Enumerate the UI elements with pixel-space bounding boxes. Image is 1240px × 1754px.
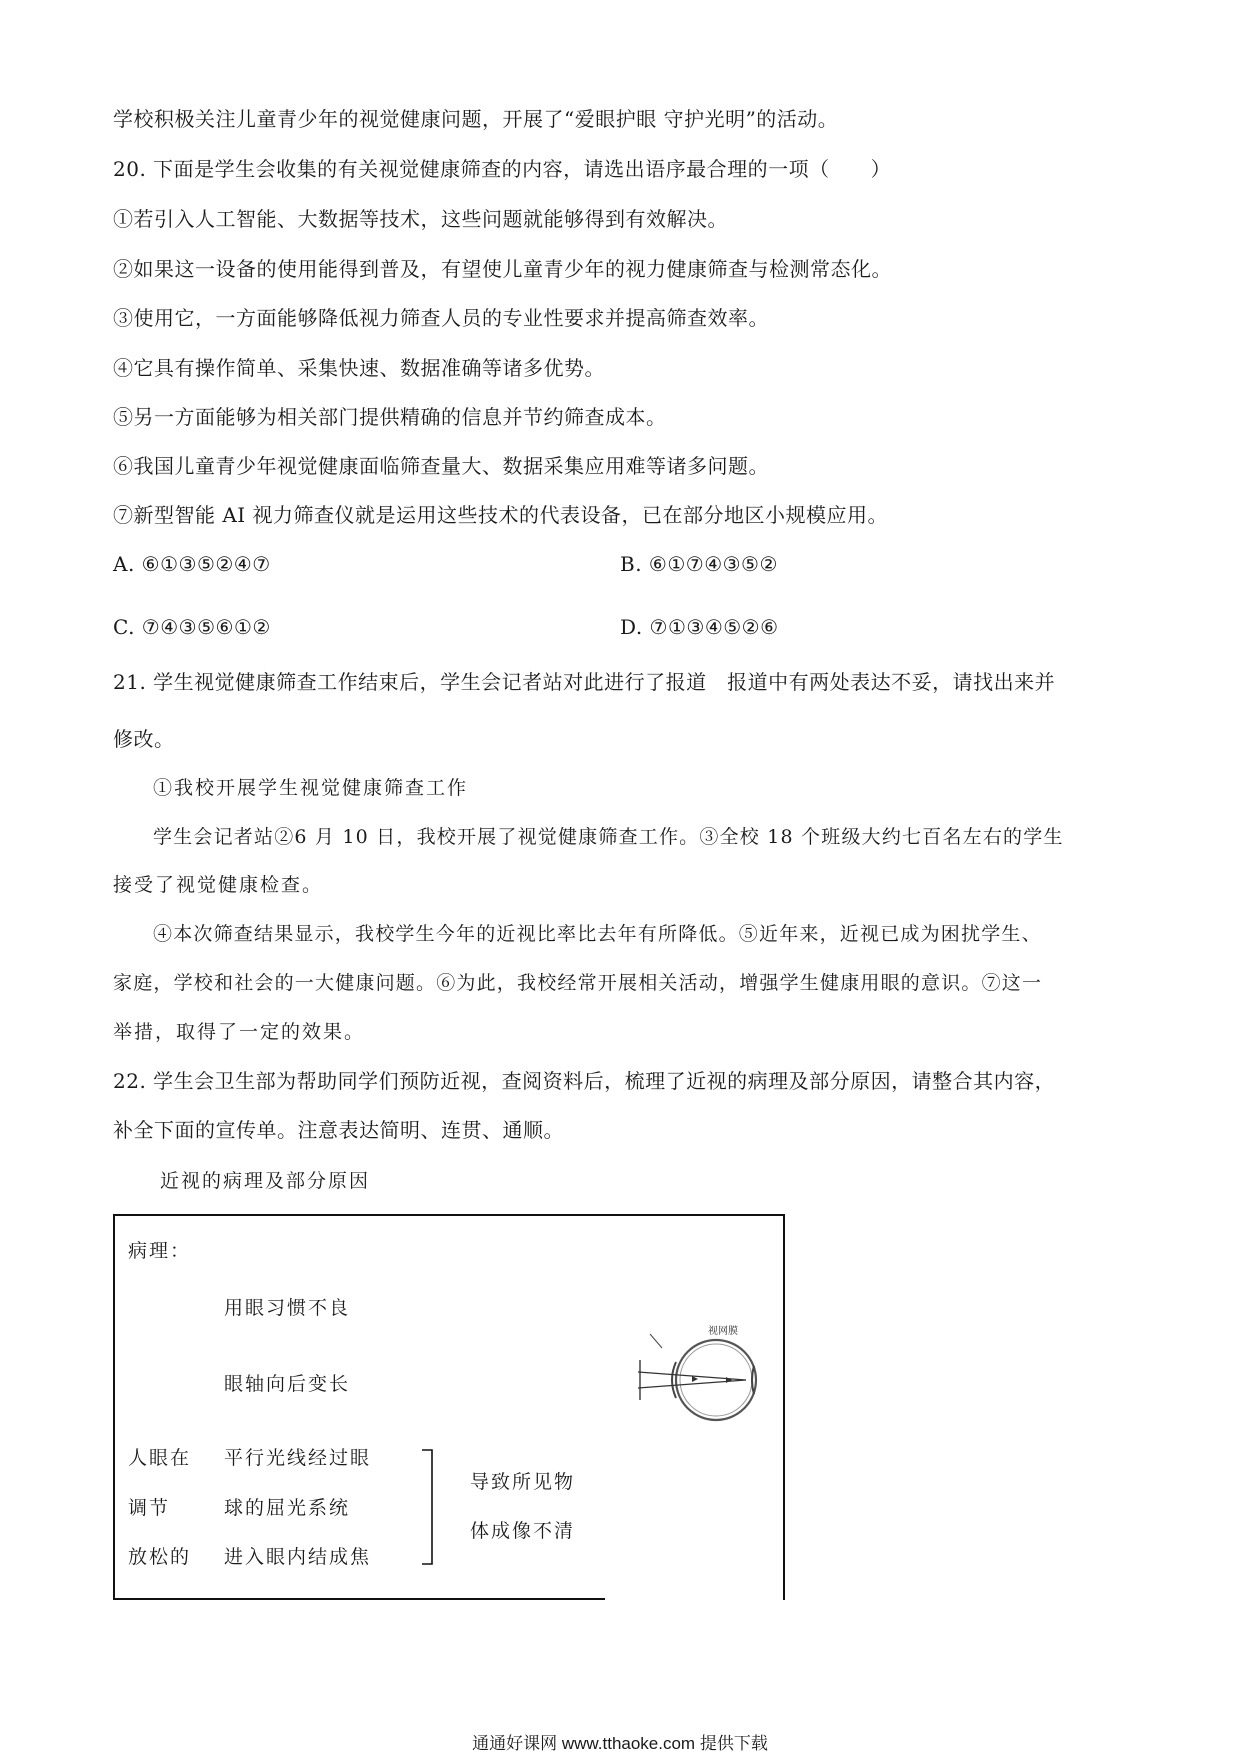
q20-item-7: ⑦新型智能 AI 视力筛查仪就是运用这些技术的代表设备，已在部分地区小规模应用。 bbox=[113, 503, 889, 527]
q21-stem-line1: 21. 学生视觉健康筛查工作结束后，学生会记者站对此进行了报道 报道中有两处表达不妥，请找出来并 bbox=[113, 670, 1056, 694]
left-col-2: 调节 bbox=[128, 1497, 171, 1519]
q20-option-a[interactable]: A. ⑥①③⑤②④⑦ bbox=[113, 552, 271, 576]
brace-icon bbox=[420, 1448, 434, 1566]
result-line-1: 导致所见物 bbox=[470, 1471, 576, 1493]
q20-item-5: ⑤另一方面能够为相关部门提供精确的信息并节约筛查成本。 bbox=[113, 405, 667, 429]
pathology-label: 病理： bbox=[128, 1240, 192, 1262]
report-line-1: 学生会记者站②6 月 10 日，我校开展了视觉健康筛查工作。③全校 18 个班级大约七百名左右的学生 bbox=[153, 826, 1064, 848]
q20-item-2: ②如果这一设备的使用能得到普及，有望使儿童青少年的视力健康筛查与检测常态化。 bbox=[113, 257, 892, 281]
report-line-4: 家庭，学校和社会的一大健康问题。⑥为此，我校经常开展相关活动，增强学生健康用眼的意识。⑦这一 bbox=[113, 972, 1043, 994]
intro-text: 学校积极关注儿童青少年的视觉健康问题，开展了“爱眼护眼 守护光明”的活动。 bbox=[113, 107, 839, 131]
left-col-1: 人眼在 bbox=[128, 1447, 192, 1469]
report-line-3: ④本次筛查结果显示，我校学生今年的近视比率比去年有所降低。⑤近年来，近视已成为困扰学生、 bbox=[153, 923, 1042, 945]
q21-stem-line2: 修改。 bbox=[113, 727, 175, 751]
retina-label: 视网膜 bbox=[708, 1326, 738, 1337]
q20-item-4: ④它具有操作简单、采集快速、数据准确等诸多优势。 bbox=[113, 356, 605, 380]
report-line-2: 接受了视觉健康检查。 bbox=[113, 874, 324, 896]
cause-bad-habits: 用眼习惯不良 bbox=[224, 1297, 351, 1319]
report-title: ①我校开展学生视觉健康筛查工作 bbox=[153, 777, 469, 799]
report-line-5: 举措，取得了一定的效果。 bbox=[113, 1021, 366, 1043]
mid-col-1: 平行光线经过眼 bbox=[224, 1447, 372, 1469]
q20-item-3: ③使用它，一方面能够降低视力筛查人员的专业性要求并提高筛查效率。 bbox=[113, 306, 769, 330]
flyer-title: 近视的病理及部分原因 bbox=[160, 1170, 371, 1192]
q20-item-1: ①若引入人工智能、大数据等技术，这些问题就能够得到有效解决。 bbox=[113, 207, 728, 231]
page-footer: 通通好课网 www.tthaoke.com 提供下载 bbox=[472, 1734, 768, 1753]
eye-diagram-icon bbox=[636, 1318, 762, 1438]
q20-option-c[interactable]: C. ⑦④③⑤⑥①② bbox=[113, 615, 271, 639]
q20-option-d[interactable]: D. ⑦①③④⑤②⑥ bbox=[620, 615, 779, 639]
q22-stem-line1: 22. 学生会卫生部为帮助同学们预防近视，查阅资料后，梳理了近视的病理及部分原因，请整合其内容， bbox=[113, 1069, 1056, 1093]
cause-axis-elongation: 眼轴向后变长 bbox=[224, 1373, 351, 1395]
q20-item-6: ⑥我国儿童青少年视觉健康面临筛查量大、数据采集应用难等诸多问题。 bbox=[113, 454, 769, 478]
mid-col-3: 进入眼内结成焦 bbox=[224, 1546, 372, 1568]
q20-stem: 20. 下面是学生会收集的有关视觉健康筛查的内容，请选出语序最合理的一项（ ） bbox=[113, 157, 892, 181]
q22-stem-line2: 补全下面的宣传单。注意表达简明、连贯、通顺。 bbox=[113, 1118, 564, 1142]
q20-option-b[interactable]: B. ⑥①⑦④③⑤② bbox=[620, 552, 778, 576]
left-col-3: 放松的 bbox=[128, 1546, 192, 1568]
flyer-box-bottom-border bbox=[113, 1598, 605, 1600]
mid-col-2: 球的屈光系统 bbox=[224, 1497, 351, 1519]
result-line-2: 体成像不清 bbox=[470, 1520, 576, 1542]
